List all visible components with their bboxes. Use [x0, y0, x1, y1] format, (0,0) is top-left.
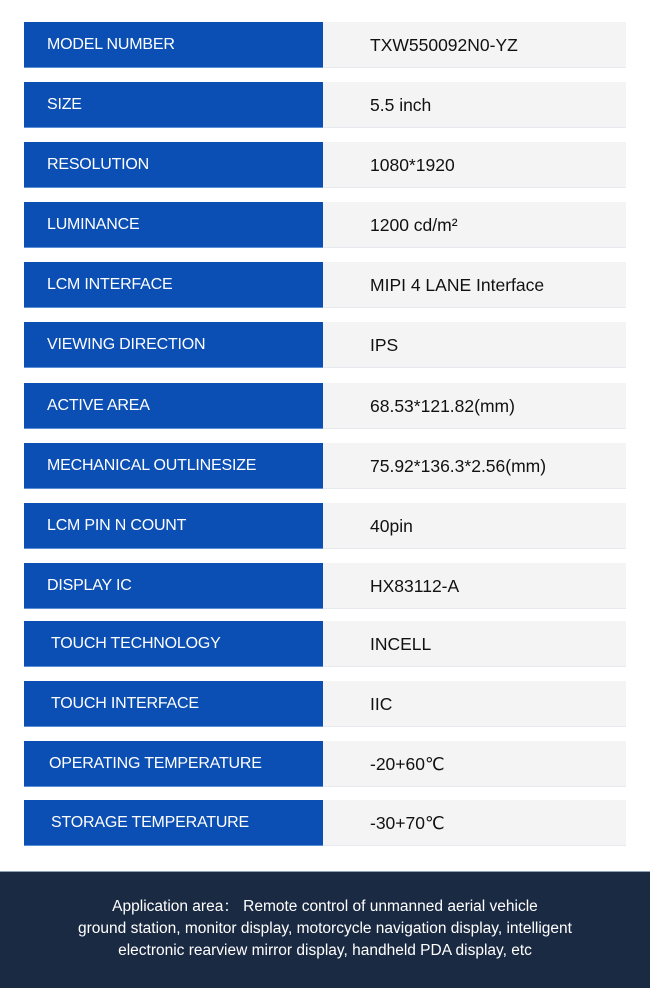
spec-row-storage-temperature — [24, 800, 626, 846]
spec-row-luminance — [24, 202, 626, 248]
spec-value: 1200 cd/m² — [323, 202, 626, 248]
application-area-line: electronic rearview mirror display, handheld PDA display, etc — [118, 942, 532, 959]
application-area-footer — [0, 871, 650, 988]
spec-label: OPERATING TEMPERATURE — [24, 741, 323, 787]
spec-row-lcm-interface — [24, 262, 626, 308]
application-area-line: ground station, monitor display, motorcycle navigation display, intelligent — [78, 920, 572, 937]
spec-row-touch-technology — [24, 621, 626, 667]
spec-row-display-ic — [24, 563, 626, 609]
spec-label: TOUCH TECHNOLOGY — [24, 621, 323, 667]
spec-row-model-number — [24, 22, 626, 68]
spec-label: SIZE — [24, 82, 323, 128]
spec-label: STORAGE TEMPERATURE — [24, 800, 323, 846]
spec-row-size — [24, 82, 626, 128]
application-area-line: Application area： Remote control of unmanned aerial vehicle — [112, 898, 538, 915]
spec-value: INCELL — [323, 621, 626, 667]
spec-value: IPS — [323, 322, 626, 368]
spec-row-viewing-direction — [24, 322, 626, 368]
spec-label: LUMINANCE — [24, 202, 323, 248]
spec-label: LCM PIN N COUNT — [24, 503, 323, 549]
spec-row-resolution — [24, 142, 626, 188]
spec-value: 5.5 inch — [323, 82, 626, 128]
spec-row-mechanical-outline — [24, 443, 626, 489]
spec-value: HX83112-A — [323, 563, 626, 609]
spec-value: 68.53*121.82(mm) — [323, 383, 626, 429]
spec-label: RESOLUTION — [24, 142, 323, 188]
spec-value: -30+70℃ — [323, 800, 626, 846]
spec-value: TXW550092N0-YZ — [323, 22, 626, 68]
spec-label: MECHANICAL OUTLINESIZE — [24, 443, 323, 489]
spec-value: -20+60℃ — [323, 741, 626, 787]
spec-value: IIC — [323, 681, 626, 727]
spec-label: LCM INTERFACE — [24, 262, 323, 308]
spec-row-touch-interface — [24, 681, 626, 727]
spec-value: 40pin — [323, 503, 626, 549]
spec-row-active-area — [24, 383, 626, 429]
spec-label: ACTIVE AREA — [24, 383, 323, 429]
spec-value: 1080*1920 — [323, 142, 626, 188]
spec-row-pin-count — [24, 503, 626, 549]
spec-label: MODEL NUMBER — [24, 22, 323, 68]
spec-value: 75.92*136.3*2.56(mm) — [323, 443, 626, 489]
spec-row-operating-temperature — [24, 741, 626, 787]
spec-label: TOUCH INTERFACE — [24, 681, 323, 727]
spec-label: DISPLAY IC — [24, 563, 323, 609]
spec-label: VIEWING DIRECTION — [24, 322, 323, 368]
spec-value: MIPI 4 LANE Interface — [323, 262, 626, 308]
